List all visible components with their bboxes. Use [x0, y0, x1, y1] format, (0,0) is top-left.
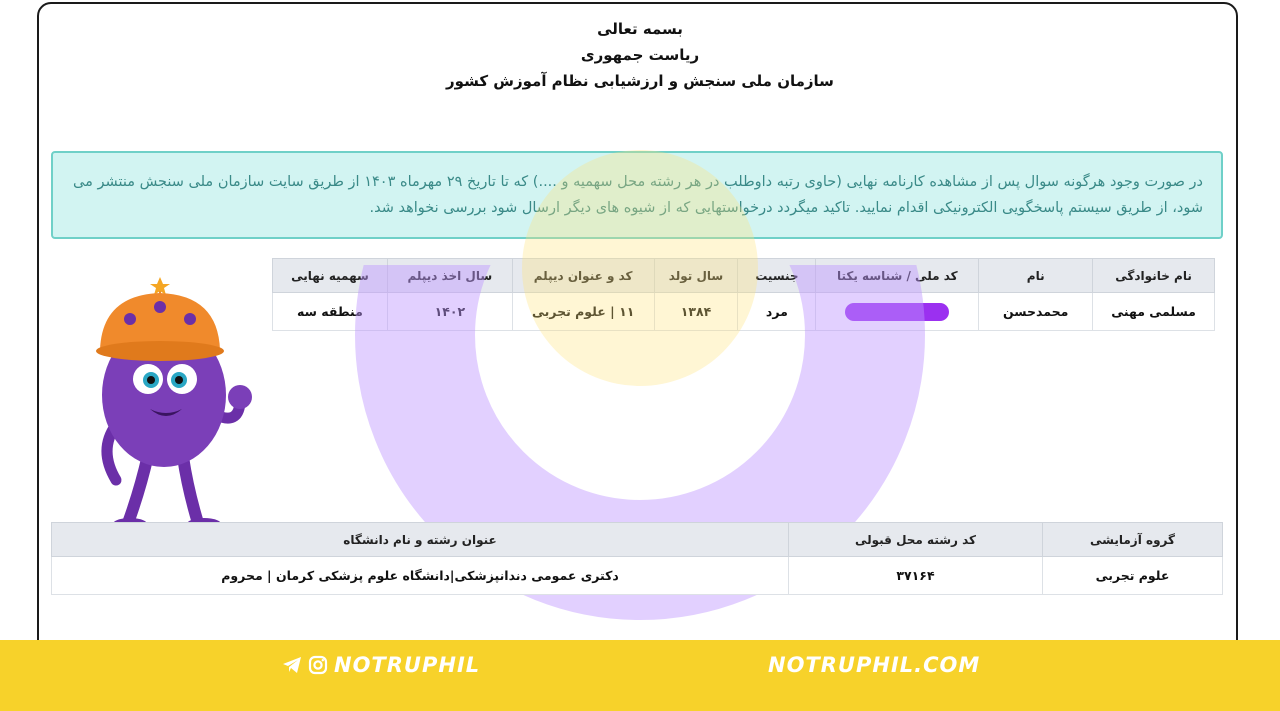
- col-last-name: نام خانوادگی: [1093, 259, 1215, 293]
- col-birth-year: سال تولد: [654, 259, 738, 293]
- notice-text: در صورت وجود هرگونه سوال پس از مشاهده کارنامه نهایی (حاوی رتبه داوطلب در هر رشته محل سهمیه و ....) که تا تاریخ ۲۹ مهرماه ۱۴۰۳ از طریق سایت سازمان ملی سنجش منتشر می شود، از طریق سیستم پاسخگویی الکترونیکی اقدام نمایید. تاکید میگردد درخواستهایی که از شیوه های دیگر ارسال شود بررسی نخواهد شد.: [73, 174, 1203, 216]
- admission-table: [51, 522, 1223, 595]
- col-first-name: نام: [979, 259, 1093, 293]
- table-row: [273, 293, 1215, 331]
- telegram-icon[interactable]: [282, 656, 302, 674]
- footer-brand-text: NOTRUPHIL: [334, 653, 481, 677]
- candidate-info-table: [272, 258, 1215, 331]
- redaction-bar: [845, 303, 949, 321]
- col-gender: جنسیت: [738, 259, 816, 293]
- quota-value: منطقه سه: [273, 293, 388, 331]
- header-line-1: بسمه تعالی: [597, 20, 683, 38]
- footer-bar: [0, 640, 1280, 711]
- document-header: [0, 16, 1280, 94]
- notice-box: [51, 151, 1223, 239]
- footer-url[interactable]: NOTRUPHIL.COM: [768, 653, 981, 677]
- col-diploma: کد و عنوان دیپلم: [512, 259, 654, 293]
- program-title-value: دکتری عمومی دندانپزشکی|دانشگاه علوم پزشکی کرمان | محروم: [52, 557, 789, 595]
- mascot-illustration: [88, 275, 263, 535]
- last-name-value: مسلمی مهنی: [1093, 293, 1215, 331]
- header-line-2: ریاست جمهوری: [580, 46, 700, 64]
- admission-code-value: ۳۷۱۶۴: [789, 557, 1043, 595]
- footer-brand: [282, 652, 480, 678]
- col-national-id: کد ملی / شناسه یکتا: [816, 259, 979, 293]
- national-id-value: [816, 293, 979, 331]
- col-diploma-year: سال اخذ دیپلم: [387, 259, 512, 293]
- col-test-group: گروه آزمایشی: [1043, 523, 1223, 557]
- table-header-row: [52, 523, 1223, 557]
- instagram-icon[interactable]: [308, 655, 328, 675]
- header-line-3: سازمان ملی سنجش و ارزشیابی نظام آموزش کشور: [446, 72, 834, 90]
- diploma-value: ۱۱ | علوم تجربی: [512, 293, 654, 331]
- col-admission-code: کد رشته محل قبولی: [789, 523, 1043, 557]
- table-header-row: [273, 259, 1215, 293]
- diploma-year-value: ۱۴۰۲: [387, 293, 512, 331]
- first-name-value: محمدحسن: [979, 293, 1093, 331]
- col-quota: سهمیه نهایی: [273, 259, 388, 293]
- table-row: [52, 557, 1223, 595]
- birth-year-value: ۱۳۸۴: [654, 293, 738, 331]
- gender-value: مرد: [738, 293, 816, 331]
- test-group-value: علوم تجربی: [1043, 557, 1223, 595]
- col-program-title: عنوان رشته و نام دانشگاه: [52, 523, 789, 557]
